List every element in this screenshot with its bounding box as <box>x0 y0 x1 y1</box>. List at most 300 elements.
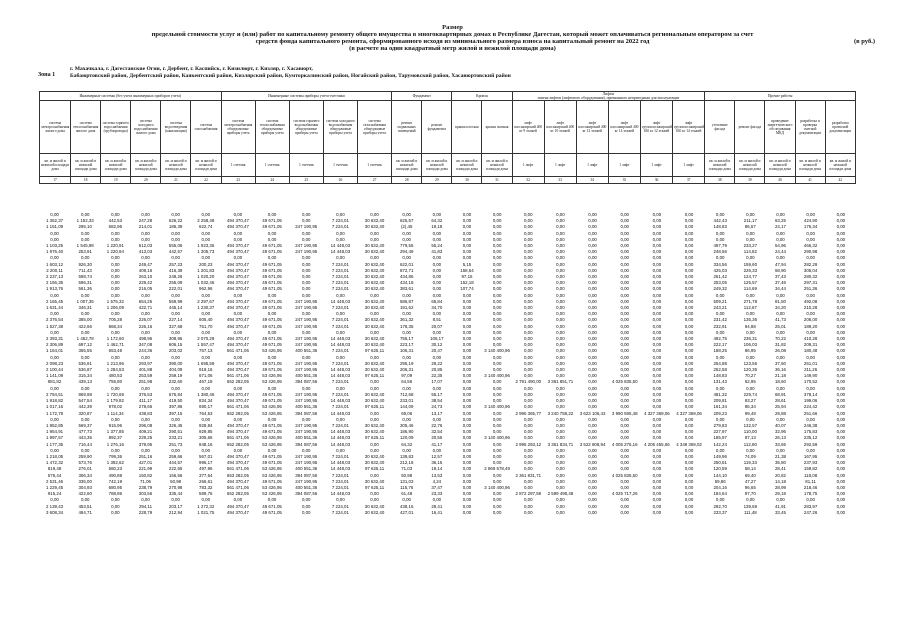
table-cell: 251,01 <box>803 360 818 366</box>
table-cell: 0,00 <box>201 416 211 422</box>
table-cell: 14 448,03 <box>330 398 351 404</box>
column-number-25: 41 <box>795 177 825 184</box>
table-cell: 0,00 <box>492 478 502 484</box>
table-cell: 0,00 <box>836 441 846 447</box>
table-cell: 326,45 <box>168 422 183 428</box>
table-cell: (2),45 <box>400 224 413 230</box>
table-cell: 0,00 <box>556 230 565 236</box>
table-cell: 292,70 <box>713 503 727 509</box>
table-cell: 0,00 <box>523 267 533 273</box>
table-cell: 0,00 <box>588 311 597 317</box>
table-cell: 28,41 <box>774 466 786 472</box>
table-cell: 0,00 <box>684 243 694 249</box>
table-cell: 0,00 <box>556 261 565 267</box>
table-cell: 0,00 <box>462 249 472 255</box>
table-cell: 0,00 <box>556 317 565 323</box>
table-cell: 497,79 <box>713 243 727 249</box>
table-cell: 0,00 <box>588 255 597 261</box>
table-cell: 7 224,01 <box>331 503 349 509</box>
table-cell: 144,09 <box>399 404 414 410</box>
column-number-1: 17 <box>40 177 71 184</box>
column-header-10: система холодного водоснабжения общедомовые приборы учета <box>323 101 357 154</box>
table-cell: 14 448,03 <box>330 460 351 466</box>
table-cell: 0,00 <box>556 292 565 298</box>
table-cell: 0,00 <box>620 367 629 373</box>
table-cell: 148,83 <box>713 373 727 379</box>
table-cell: 0,00 <box>462 435 472 441</box>
table-cell: 0,00 <box>588 360 597 366</box>
table-cell: 0,00 <box>556 255 565 261</box>
locations-line2: Бабаюртовский район, Дербентский район, Каякентский район, Кизлярский район, Кумторкалинский район, Ногайский район, Тарумовский район, Хасавюртовский район <box>70 73 511 79</box>
table-cell: 0,00 <box>806 230 815 236</box>
table-cell: 0,00 <box>556 503 565 509</box>
table-cell: 0,00 <box>267 230 277 236</box>
table-cell: 0,00 <box>684 429 694 435</box>
table-cell: 0,00 <box>620 212 629 217</box>
table-cell: 0,00 <box>301 329 311 335</box>
table-cell: 0,00 <box>684 298 694 304</box>
table-cell: 30 632,40 <box>364 243 385 249</box>
table-cell: 0,00 <box>620 261 629 267</box>
table-cell: 0,00 <box>806 354 815 360</box>
table-cell: 0,00 <box>684 311 694 317</box>
table-cell: 247 190,95 <box>295 398 318 404</box>
table-cell: 0,00 <box>684 323 694 329</box>
table-cell: 0,00 <box>462 367 472 373</box>
table-cell: 19,14 <box>431 466 443 472</box>
table-cell: 0,00 <box>652 218 662 224</box>
table-cell: 0,00 <box>652 472 662 478</box>
table-cell: 247 190,95 <box>295 342 318 348</box>
table-cell: 0,00 <box>462 292 472 298</box>
column-header-15: крыша скатная <box>482 101 512 154</box>
table-cell: 0,00 <box>588 305 597 311</box>
table-cell: 0,00 <box>556 218 565 224</box>
table-cell: 247 190,95 <box>295 298 318 304</box>
table-cell: 4 206 455,66 <box>644 441 670 447</box>
table-cell: 0,00 <box>171 311 180 317</box>
table-cell: 159,60 <box>743 261 758 267</box>
table-cell: 111,48 <box>743 509 757 515</box>
table-cell: 1 164,01 <box>46 348 64 354</box>
table-cell: 494 370,47 <box>226 286 249 292</box>
table-cell: 0,00 <box>492 422 502 428</box>
table-cell: 99,48 <box>744 410 756 416</box>
table-cell: 247 190,95 <box>295 224 318 230</box>
table-cell: 0,00 <box>233 212 243 217</box>
table-cell: 425,03 <box>713 267 727 273</box>
table-cell: 0,00 <box>652 398 662 404</box>
table-cell: 0,00 <box>492 497 502 503</box>
table-cell: 2 237,13 <box>46 274 64 280</box>
table-cell: 186,90 <box>399 429 414 435</box>
column-number-8: 24 <box>255 177 289 184</box>
table-cell: 0,00 <box>776 416 785 422</box>
table-cell: 0,00 <box>233 311 243 317</box>
table-cell: 0,00 <box>715 212 725 217</box>
table-cell: 0,00 <box>588 317 597 323</box>
table-cell: 7 224,01 <box>331 509 349 515</box>
table-cell: 233,37 <box>713 509 727 515</box>
table-cell: 0,00 <box>652 373 662 379</box>
table-cell: 0,00 <box>556 243 565 249</box>
table-cell: 53 426,95 <box>262 484 282 490</box>
table-cell: 0,00 <box>492 367 502 373</box>
table-cell: 0,00 <box>171 385 180 391</box>
column-header-19: лифт пассажирский 400 кг 14 этажей <box>608 101 640 154</box>
table-cell: 0,00 <box>301 497 311 503</box>
table-cell: 290,51 <box>168 429 183 435</box>
table-cell: 251,66 <box>803 410 818 416</box>
table-cell: 150,82 <box>138 472 153 478</box>
table-cell: 247 190,95 <box>295 367 318 373</box>
table-cell: 0,00 <box>620 435 629 441</box>
table-cell: 0,00 <box>233 385 243 391</box>
table-cell: 247,26 <box>803 509 818 515</box>
table-cell: 243,21 <box>713 305 727 311</box>
table-cell: 0,00 <box>652 212 662 217</box>
table-cell: 1 377,85 <box>106 429 124 435</box>
table-cell: 652 282,05 <box>226 379 249 385</box>
table-cell: 0,00 <box>684 379 694 385</box>
table-cell: 0,00 <box>620 298 629 304</box>
table-cell: 0,00 <box>652 422 662 428</box>
table-cell: 0,00 <box>462 410 472 416</box>
table-cell: 1 276,16 <box>106 441 124 447</box>
table-cell: 14 448,03 <box>330 441 351 447</box>
table-cell: 0,00 <box>620 317 629 323</box>
table-cell: 0,00 <box>836 385 846 391</box>
table-cell: 0,00 <box>432 329 442 335</box>
header-table <box>39 91 856 184</box>
table-cell: 204,16 <box>713 484 727 490</box>
table-cell: 0,00 <box>462 422 472 428</box>
column-number-5: 21 <box>161 177 191 184</box>
group-lifts-label: Лифты <box>602 92 615 96</box>
table-cell: 0,00 <box>492 360 502 366</box>
table-cell: 0,00 <box>111 292 120 298</box>
table-cell: 61,48 <box>401 491 413 497</box>
table-cell: 2 869 578,49 <box>484 466 510 472</box>
table-cell: 53 426,95 <box>262 472 282 478</box>
table-cell: 0,00 <box>556 305 565 311</box>
table-cell: 30 632,40 <box>364 274 385 280</box>
table-cell: 561 471,06 <box>226 435 249 441</box>
table-cell: 0,00 <box>836 292 846 298</box>
table-cell: 0,00 <box>588 422 597 428</box>
table-cell: 0,00 <box>652 379 662 385</box>
table-cell: 0,00 <box>806 311 815 317</box>
table-cell: 962,96 <box>199 286 213 292</box>
table-cell: 0,00 <box>141 447 150 453</box>
table-cell: 0,00 <box>523 354 533 360</box>
table-cell: 49 671,05 <box>262 460 282 466</box>
table-cell: 231,42 <box>713 317 727 323</box>
table-cell: 0,00 <box>141 255 150 261</box>
table-cell: 14 448,03 <box>330 410 351 416</box>
table-cell: 131,43 <box>713 379 727 385</box>
column-number-16: 32 <box>512 177 544 184</box>
table-cell: 2 156,35 <box>46 280 64 286</box>
table-cell: 848,16 <box>199 441 213 447</box>
table-cell: 238,79 <box>138 484 153 490</box>
table-cell: 569,37 <box>78 422 92 428</box>
table-cell: 0,00 <box>141 329 150 335</box>
table-cell: 555,06 <box>168 243 183 249</box>
table-cell: 1 229,45 <box>46 484 64 490</box>
table-cell: 0,00 <box>523 286 533 292</box>
table-cell: 0,00 <box>171 236 180 242</box>
table-cell: 0,00 <box>620 236 629 242</box>
table-cell: 0,00 <box>432 311 442 317</box>
table-cell: 926,30 <box>78 261 92 267</box>
table-cell: 0,00 <box>462 460 472 466</box>
table-cell: 0,00 <box>684 404 694 410</box>
table-cell: 3 623 106,43 <box>579 410 606 416</box>
table-cell: 0,00 <box>462 503 472 509</box>
table-cell: 625,57 <box>399 218 414 224</box>
table-cell: 3 522 808,94 <box>579 441 606 447</box>
table-cell: 257,23 <box>168 261 183 267</box>
table-cell: 0,00 <box>267 329 277 335</box>
table-cell: 0,00 <box>684 230 694 236</box>
table-cell: 0,00 <box>620 391 629 397</box>
table-cell: 7 224,01 <box>331 472 349 478</box>
table-cell: 652 282,05 <box>226 410 249 416</box>
table-cell: 0,00 <box>776 385 785 391</box>
table-cell: 0,00 <box>233 292 243 298</box>
table-cell: 49 671,05 <box>262 261 282 267</box>
table-cell: 0,00 <box>620 274 629 280</box>
table-cell: 559,99 <box>168 298 183 304</box>
table-cell: 263,10 <box>138 274 153 280</box>
table-cell: 434,86 <box>399 274 414 280</box>
table-cell: 0,00 <box>402 497 411 503</box>
table-cell: 3 140 400,96 <box>484 373 510 379</box>
table-cell: 0,00 <box>836 305 846 311</box>
table-cell: 0,00 <box>336 230 345 236</box>
table-cell: 97 625,11 <box>364 466 385 472</box>
table-cell: 0,00 <box>652 305 662 311</box>
group-meters: Инженерные системы приборы учета-счетчики <box>221 92 392 101</box>
table-cell: 0,00 <box>462 478 472 484</box>
table-cell: 0,00 <box>556 274 565 280</box>
table-cell: 251,98 <box>138 379 153 385</box>
table-cell: 0,00 <box>233 354 243 360</box>
table-cell: 400 551,36 <box>295 466 318 472</box>
table-cell: 0,00 <box>370 329 379 335</box>
table-cell: 0,00 <box>588 280 597 286</box>
table-cell: 0,00 <box>746 354 755 360</box>
table-cell: 30 632,40 <box>364 218 385 224</box>
table-cell: 20,47 <box>431 348 443 354</box>
table-cell: 492,08 <box>803 298 818 304</box>
table-cell: 211,17 <box>743 218 757 224</box>
column-header-18: лифт пассажирский 400 кг 12 этажей <box>576 101 608 154</box>
table-cell: 0,00 <box>652 230 662 236</box>
table-cell: 0,00 <box>523 255 533 261</box>
table-cell: 0,00 <box>267 311 277 317</box>
table-cell: 0,00 <box>836 503 846 509</box>
table-cell: 0,00 <box>556 429 565 435</box>
table-cell: 31,82 <box>774 342 786 348</box>
table-cell: 0,00 <box>652 348 662 354</box>
table-cell: 0,00 <box>684 267 694 273</box>
table-cell: 7 224,01 <box>331 267 349 273</box>
table-cell: 41,17 <box>431 441 443 447</box>
table-cell: 21,18 <box>774 373 786 379</box>
table-cell: 0,00 <box>746 416 755 422</box>
table-cell: 427,01 <box>399 509 414 515</box>
table-cell: 0,00 <box>492 453 502 459</box>
table-cell: 0,00 <box>462 329 472 335</box>
table-cell: 3 140 400,96 <box>484 404 510 410</box>
table-cell: 0,00 <box>620 348 629 354</box>
table-cell: 0,00 <box>684 491 694 497</box>
table-cell: 0,00 <box>588 354 597 360</box>
table-cell: 30 632,40 <box>364 249 385 255</box>
table-cell: 252,58 <box>713 367 727 373</box>
table-cell: 0,00 <box>588 243 597 249</box>
table-cell: 0,00 <box>836 404 846 410</box>
table-cell: 915,96 <box>108 422 123 428</box>
table-cell: 0,00 <box>588 286 597 292</box>
table-cell: 0,00 <box>652 329 662 335</box>
table-cell: 184,64 <box>713 491 727 497</box>
table-cell: 0,00 <box>301 261 311 267</box>
table-cell: 0,00 <box>715 497 725 503</box>
table-cell: 0,00 <box>492 385 502 391</box>
table-cell: 279,83 <box>713 422 727 428</box>
table-cell: 0,00 <box>201 292 211 298</box>
doc-title-line3: (в расчете на один квадратный метр жилой и нежилой площади дома) <box>349 45 556 52</box>
table-cell: 0,00 <box>432 416 442 422</box>
table-cell: 49 671,05 <box>262 422 282 428</box>
table-cell: 0,00 <box>201 230 211 236</box>
table-cell: 0,00 <box>746 292 755 298</box>
table-cell: 0,00 <box>201 447 211 453</box>
table-cell: 755,17 <box>399 336 414 342</box>
table-cell: 97 625,11 <box>364 404 385 410</box>
table-cell: 47,27 <box>744 478 756 484</box>
table-cell: 0,00 <box>620 385 629 391</box>
table-cell: 0,00 <box>492 317 502 323</box>
table-cell: 0,00 <box>462 311 472 317</box>
column-header-1: система электроснабжения жилого дома <box>40 101 71 154</box>
table-cell: 120,09 <box>399 435 414 441</box>
table-cell: 244,36 <box>138 348 153 354</box>
table-cell: 0,00 <box>111 267 120 273</box>
table-cell: 53 426,95 <box>262 348 282 354</box>
table-cell: 0,00 <box>684 447 694 453</box>
table-cell: 120,59 <box>713 466 727 472</box>
table-cell: 0,00 <box>620 497 629 503</box>
table-cell: 0,00 <box>462 298 472 304</box>
table-cell: 0,00 <box>746 329 755 335</box>
table-cell: 0,00 <box>336 212 345 217</box>
table-cell: 30 632,40 <box>364 336 385 342</box>
table-cell: 0,00 <box>111 230 120 236</box>
table-cell: 0,00 <box>620 509 629 515</box>
table-cell: 0,00 <box>806 236 815 242</box>
table-cell: 0,00 <box>588 218 597 224</box>
table-cell: 119,33 <box>743 460 757 466</box>
table-cell: 0,00 <box>556 497 565 503</box>
table-cell: 0,00 <box>50 447 59 453</box>
column-header-13: ремонт фундамента <box>422 101 452 154</box>
table-cell: 0,00 <box>836 478 846 484</box>
table-cell: 69,06 <box>401 410 413 416</box>
table-cell: 494 370,47 <box>226 509 249 515</box>
table-cell: 29,88 <box>774 410 786 416</box>
table-cell: 20,55 <box>431 435 443 441</box>
table-cell: 0,00 <box>462 509 472 515</box>
table-cell: 1 152,33 <box>76 218 94 224</box>
table-cell: 41,73 <box>774 317 786 323</box>
column-number-11: 27 <box>358 177 392 184</box>
table-cell: 0,00 <box>836 230 846 236</box>
zone-label: Зона 1 <box>38 72 56 78</box>
table-cell: 494 370,47 <box>226 280 249 286</box>
table-cell: 0,00 <box>588 429 597 435</box>
table-cell: 404,09 <box>168 367 183 373</box>
table-cell: 0,00 <box>402 385 411 391</box>
table-cell: 30 632,40 <box>364 298 385 304</box>
table-cell: 654,25 <box>138 298 153 304</box>
table-cell: 112,80 <box>743 441 757 447</box>
table-cell: 1 631,44 <box>46 305 64 311</box>
table-cell: 0,00 <box>588 447 597 453</box>
table-cell: 419,50 <box>168 398 183 404</box>
table-cell: 929,85 <box>199 429 213 435</box>
table-cell: 0,00 <box>201 329 211 335</box>
column-number-18: 34 <box>576 177 608 184</box>
table-cell: 580,23 <box>108 466 123 472</box>
table-cell: 271,78 <box>743 298 758 304</box>
table-cell: 0,00 <box>432 497 442 503</box>
table-cell: 0,00 <box>652 367 662 373</box>
table-cell: 69,40 <box>744 472 756 478</box>
table-cell: 1 392,62 <box>106 460 124 466</box>
table-cell: 0,00 <box>715 447 725 453</box>
table-cell: 0,00 <box>588 298 597 304</box>
table-cell: 0,00 <box>715 292 725 298</box>
table-cell: 0,00 <box>111 503 120 509</box>
table-cell: 0,00 <box>836 391 846 397</box>
table-cell: 0,00 <box>80 385 90 391</box>
table-cell: 385,00 <box>78 317 92 323</box>
table-cell: 0,00 <box>432 236 442 242</box>
table-cell: 0,00 <box>556 466 565 472</box>
table-cell: 278,66 <box>138 404 153 410</box>
table-cell: 49 671,05 <box>262 509 282 515</box>
table-cell: 0,00 <box>836 298 846 304</box>
table-cell: 283,97 <box>803 503 818 509</box>
table-cell: 0,00 <box>652 298 662 304</box>
table-cell: 112,67 <box>743 305 757 311</box>
table-cell: 0,00 <box>684 435 694 441</box>
table-cell: 422,60 <box>78 491 92 497</box>
table-cell: 0,00 <box>523 453 533 459</box>
table-cell: 124,77 <box>743 274 758 280</box>
table-cell: 439,13 <box>78 379 92 385</box>
table-cell: 247 190,95 <box>295 453 318 459</box>
table-cell: 0,00 <box>776 447 785 453</box>
table-cell: 2 791 490,00 <box>515 379 542 385</box>
table-cell: 0,00 <box>684 274 694 280</box>
table-cell: 2 165,45 <box>46 298 64 304</box>
table-cell: 422,66 <box>78 323 92 329</box>
